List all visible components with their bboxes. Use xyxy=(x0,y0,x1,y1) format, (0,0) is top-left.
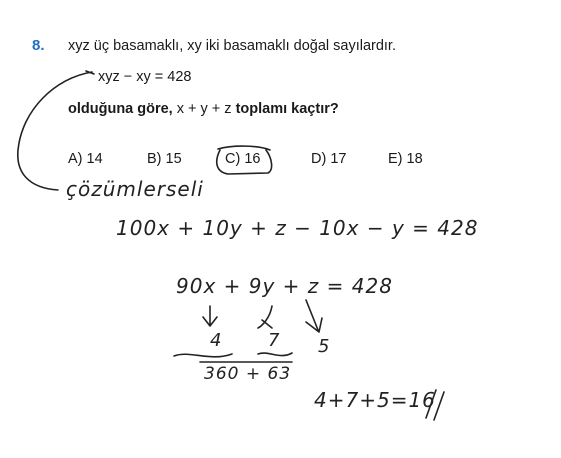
underline-y xyxy=(258,353,292,356)
handwritten-z-digit: 5 xyxy=(318,336,331,357)
handwritten-line-2: 90x + 9y + z = 428 xyxy=(176,274,393,298)
arrow-z xyxy=(306,300,322,332)
condition-tail: toplamı kaçtır? xyxy=(235,101,339,117)
underline-x xyxy=(174,354,232,357)
question-equation: xyz − xy = 428 xyxy=(98,69,192,85)
handwritten-heading: çözümlerseli xyxy=(66,177,204,201)
condition-expression: x + y + z xyxy=(176,101,232,117)
option-c[interactable]: C) 16 xyxy=(225,151,261,167)
handwritten-line-1: 100x + 10y + z − 10x − y = 428 xyxy=(116,216,479,240)
answer-circle-top xyxy=(218,146,270,150)
arrow-x xyxy=(203,306,217,326)
option-a[interactable]: A) 14 xyxy=(68,151,103,167)
option-e[interactable]: E) 18 xyxy=(388,151,423,167)
left-curve-mark xyxy=(18,72,92,190)
question-number: 8. xyxy=(32,37,45,54)
option-b[interactable]: B) 15 xyxy=(147,151,182,167)
option-d[interactable]: D) 17 xyxy=(311,151,347,167)
handwritten-split: 360 + 63 xyxy=(204,364,292,384)
handwritten-y-digit: 7 xyxy=(268,330,281,351)
handwritten-result: 4+7+5=16 xyxy=(314,388,436,412)
condition-lead: olduğuna göre, xyxy=(68,101,173,117)
answer-circle-mark xyxy=(217,150,272,174)
question-stem: xyz üç basamaklı, xy iki basamaklı doğal sayılardır. xyxy=(68,38,396,54)
arrow-y xyxy=(258,306,272,328)
handwritten-x-digit: 4 xyxy=(210,330,223,351)
